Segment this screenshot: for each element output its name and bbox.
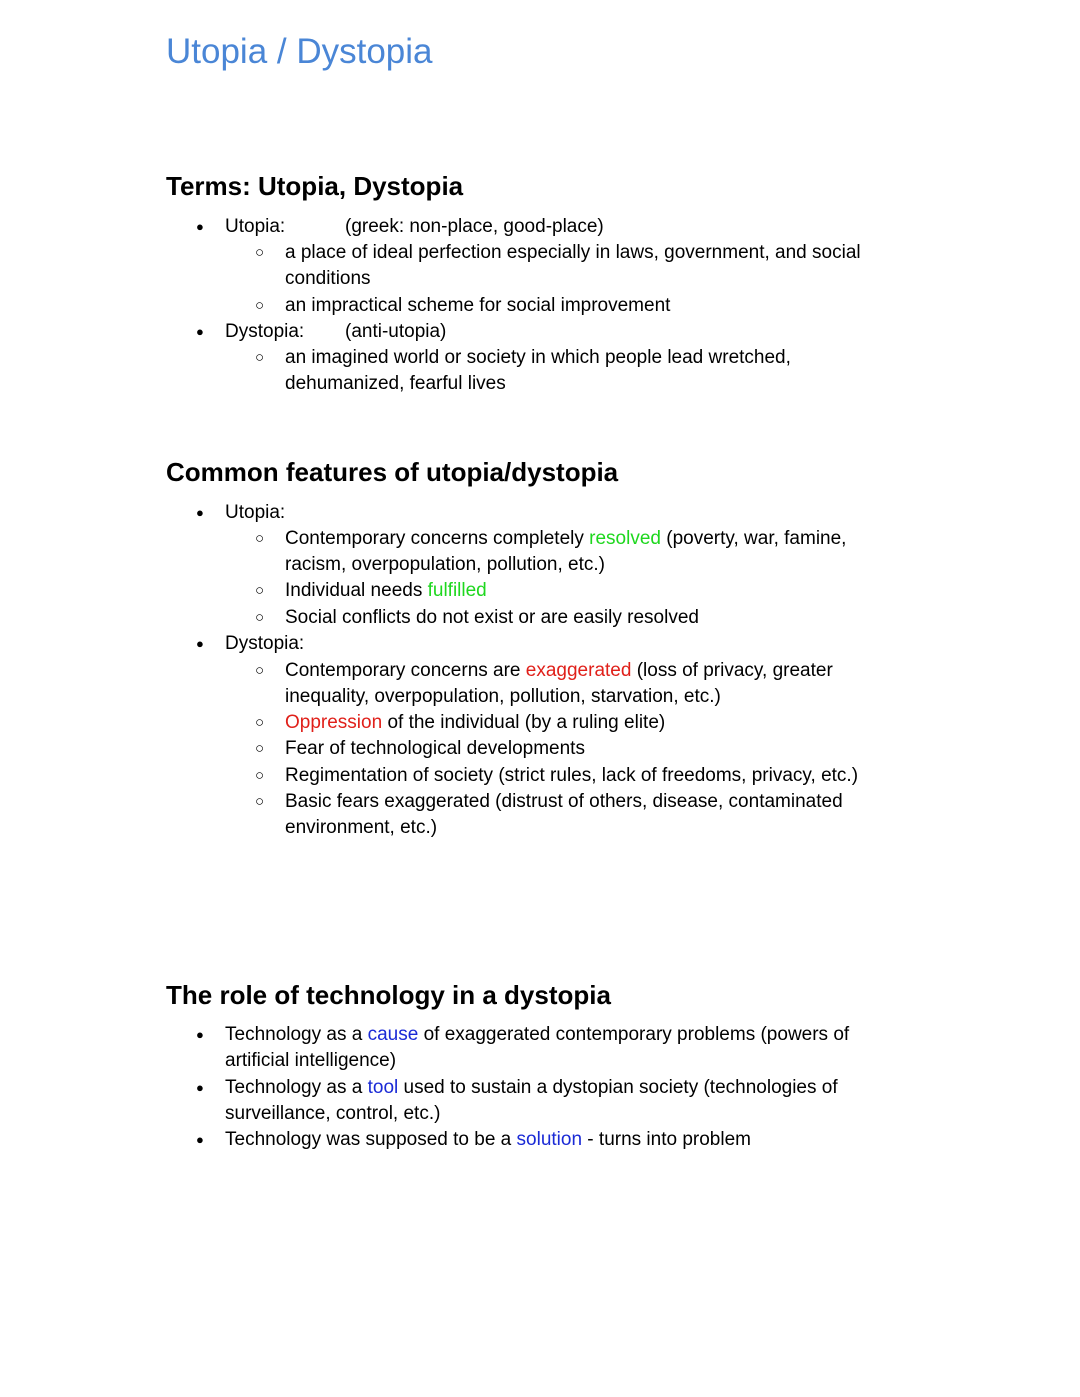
list-item-continuation: dehumanized, fearful lives bbox=[285, 373, 506, 394]
list-item: Social conflicts do not exist or are easily resolved bbox=[285, 607, 699, 628]
list-item-dystopia: Dystopia: bbox=[225, 633, 305, 654]
list-item-continuation: environment, etc.) bbox=[285, 817, 438, 838]
item-text: - turns into problem bbox=[582, 1129, 751, 1150]
list-item-continuation: inequality, overpopulation, pollution, starvation, etc.) bbox=[285, 686, 721, 707]
term-label: Utopia: bbox=[225, 216, 286, 237]
list-item bbox=[225, 1022, 849, 1048]
list-item bbox=[225, 1075, 838, 1101]
page-title: Utopia / Dystopia bbox=[166, 32, 433, 71]
highlight-word: solution bbox=[516, 1129, 583, 1150]
list-item: an impractical scheme for social improvement bbox=[285, 295, 671, 316]
circle-bullet-icon: ○ bbox=[255, 793, 265, 810]
item-text: of the individual (by a ruling elite) bbox=[382, 712, 666, 733]
bullet-icon: ● bbox=[196, 1132, 204, 1147]
list-item bbox=[285, 710, 665, 736]
circle-bullet-icon: ○ bbox=[255, 767, 265, 784]
item-text: Technology as a bbox=[225, 1077, 368, 1098]
item-text: Technology was supposed to be a bbox=[225, 1129, 517, 1150]
list-item: Basic fears exaggerated (distrust of others, disease, contaminated bbox=[285, 791, 843, 812]
list-item-continuation: racism, overpopulation, pollution, etc.) bbox=[285, 554, 605, 575]
list-item bbox=[285, 658, 833, 684]
list-item bbox=[285, 526, 846, 552]
section-heading-technology: The role of technology in a dystopia bbox=[166, 980, 611, 1010]
highlight-word: exaggerated bbox=[525, 660, 632, 681]
item-text: Technology as a bbox=[225, 1024, 368, 1045]
circle-bullet-icon: ○ bbox=[255, 714, 265, 731]
circle-bullet-icon: ○ bbox=[255, 530, 265, 547]
item-text: used to sustain a dystopian society (technologies of bbox=[398, 1077, 838, 1098]
list-item-continuation: artificial intelligence) bbox=[225, 1050, 397, 1071]
circle-bullet-icon: ○ bbox=[255, 662, 265, 679]
term-label: Dystopia: bbox=[225, 321, 305, 342]
circle-bullet-icon: ○ bbox=[255, 297, 265, 314]
highlight-word: resolved bbox=[589, 528, 661, 549]
list-item bbox=[285, 578, 487, 604]
item-text: Contemporary concerns are bbox=[285, 660, 526, 681]
list-item: a place of ideal perfection especially in laws, government, and social bbox=[285, 242, 861, 263]
bullet-icon: ● bbox=[196, 505, 204, 520]
circle-bullet-icon: ○ bbox=[255, 609, 265, 626]
list-item-dystopia bbox=[225, 319, 447, 345]
item-text: Individual needs bbox=[285, 580, 428, 601]
item-text: Contemporary concerns completely bbox=[285, 528, 590, 549]
term-etymology: (anti-utopia) bbox=[345, 321, 447, 342]
bullet-icon: ● bbox=[196, 219, 204, 234]
section-heading-features: Common features of utopia/dystopia bbox=[166, 457, 619, 487]
list-item: Fear of technological developments bbox=[285, 738, 585, 759]
list-item-utopia bbox=[225, 214, 604, 240]
list-item: Regimentation of society (strict rules, lack of freedoms, privacy, etc.) bbox=[285, 765, 859, 786]
bullet-icon: ● bbox=[196, 636, 204, 651]
highlight-word: tool bbox=[367, 1077, 399, 1098]
term-etymology: (greek: non-place, good-place) bbox=[345, 216, 604, 237]
bullet-icon: ● bbox=[196, 1027, 204, 1042]
circle-bullet-icon: ○ bbox=[255, 244, 265, 261]
circle-bullet-icon: ○ bbox=[255, 582, 265, 599]
circle-bullet-icon: ○ bbox=[255, 349, 265, 366]
section-heading-terms: Terms: Utopia, Dystopia bbox=[166, 171, 464, 201]
list-item-continuation: surveillance, control, etc.) bbox=[225, 1103, 441, 1124]
list-item bbox=[225, 1127, 751, 1153]
highlight-word: Oppression bbox=[285, 712, 383, 733]
item-text: (poverty, war, famine, bbox=[660, 528, 847, 549]
item-text: (loss of privacy, greater bbox=[631, 660, 833, 681]
highlight-word: fulfilled bbox=[427, 580, 487, 601]
list-item: an imagined world or society in which people lead wretched, bbox=[285, 347, 791, 368]
bullet-icon: ● bbox=[196, 1080, 204, 1095]
highlight-word: cause bbox=[367, 1024, 419, 1045]
bullet-icon: ● bbox=[196, 324, 204, 339]
list-item-continuation: conditions bbox=[285, 268, 371, 289]
item-text: of exaggerated contemporary problems (powers of bbox=[418, 1024, 850, 1045]
list-item-utopia: Utopia: bbox=[225, 502, 286, 523]
circle-bullet-icon: ○ bbox=[255, 740, 265, 757]
